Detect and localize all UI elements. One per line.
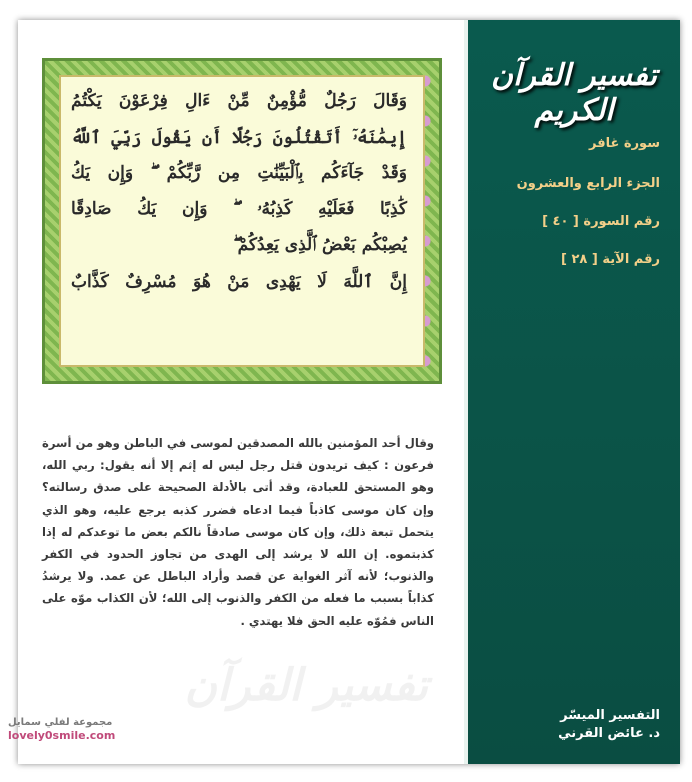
verse-line: يُصِبْكُم بَعْضُ ٱلَّذِى يَعِدُكُمْ ۖ: [233, 235, 407, 255]
ayah-number: رقم الآية [ ٢٨ ]: [561, 252, 660, 267]
verse-line: وَقَالَ رَجُلٌ مُّؤْمِنٌ مِّنْ ءَالِ فِرْعَوْنَ يَكْتُمُ: [71, 91, 407, 111]
verse-line: إِيمَٰنَهُۥٓ أَتَقْتُلُونَ رَجُلًا أَن يَقُولَ رَبِّيَ ٱللَّهُ: [71, 128, 407, 148]
verse-line: كَٰذِبًا فَعَلَيْهِ كَذِبُهُۥ ۖ وَإِن يَكُ صَادِقًا: [71, 199, 407, 219]
sidebar-title: تفسير القرآن الكريم: [491, 58, 657, 128]
page-frame: [18, 20, 680, 764]
site-arabic-name: مجموعة لفلي سمايل: [8, 717, 113, 728]
verse-panel: [59, 75, 425, 367]
site-logo: [8, 716, 115, 742]
verse-line: وَقَدْ جَآءَكُم بِٱلْبَيِّنَٰتِ مِن رَّبِّكُمْ ۖ وَإِن يَكُ: [71, 163, 407, 183]
verse-line: إِنَّ ٱللَّهَ لَا يَهْدِى مَنْ هُوَ مُسْرِفٌ كَذَّابٌ: [71, 272, 407, 292]
author-name: د. عائض القرني: [558, 726, 660, 741]
tafsir-text: وقال أحد المؤمنين بالله المصدقين لموسى في الباطن وهو من أسرة فرعون : كيف تريدون قتل رجل ليس له إثم إلا أنه يقول: ربي الله، وهو المستحق للعبادة، وقد أتى بالأدلة الصحيحة على صدق رسالته؟ وإن كان موسى كاذباً فيما ادعاه فضرر كذبه يرجع عليه، وهو الذي يتحمل تبعة ذلك، وإن كان موسى صادقاً نالكم بعض ما توعدكم له إذا كذبتموه. إن الله لا يرشد إلى الهدى من تجاوز الحدود في الكفر والذنوب؛ لأنه آثر الغواية عن قصد وأراد الباطل عن عمد. ولا يرشدُ كذاباً بسبب ما فعله من الكفر والذنوب إلى الله؛ لأن الكذاب موّه على الناس فمُوّه عليه الحق فلا يهتدي .: [42, 436, 434, 628]
verse-ornament-frame: [42, 58, 442, 384]
site-url: lovely0smile.com: [8, 729, 116, 742]
sidebar: [464, 20, 680, 764]
surah-name: سورة غافر: [589, 136, 660, 151]
book-name: التفسير الميسّر: [560, 708, 660, 723]
watermark: تفسير القرآن: [184, 660, 428, 711]
juz-label: الجزء الرابع والعشرون: [516, 176, 660, 191]
surah-number: رقم السورة [ ٤٠ ]: [542, 214, 660, 229]
